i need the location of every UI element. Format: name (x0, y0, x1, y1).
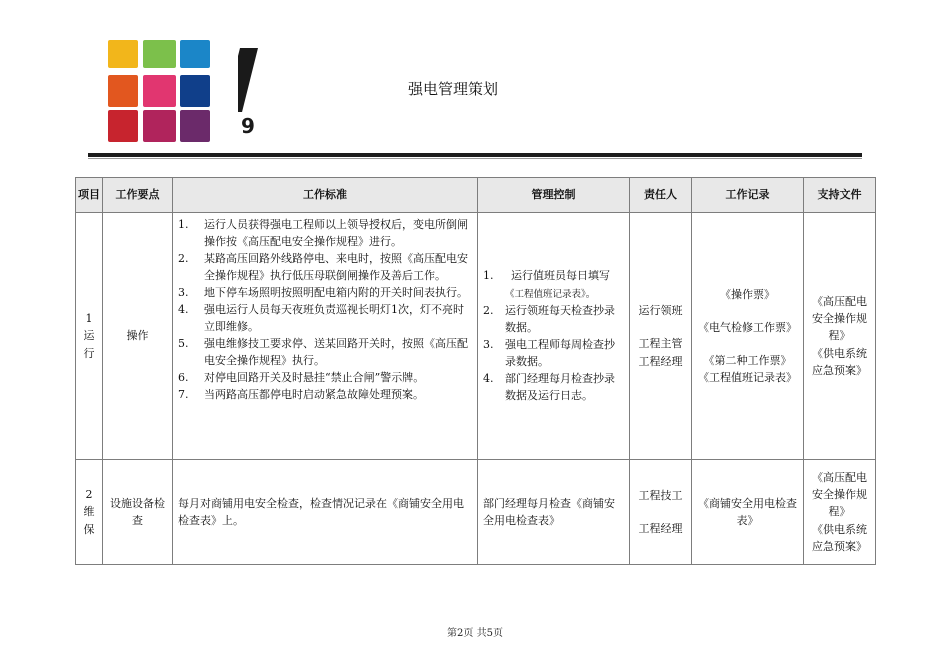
support-docs (804, 213, 876, 460)
list-item: 6. 对停电回路开关及时悬挂“禁止合闸”警示牌。 (178, 371, 425, 385)
list-item: 3. 强电工程师每周检查抄录数据。 (483, 338, 615, 369)
col-header-project: 项目 (76, 178, 103, 213)
table-row (76, 213, 876, 460)
project-number: 1 (85, 312, 93, 326)
responsible-line: 工程技工 (638, 488, 683, 502)
work-records: 《商铺安全用电检查表》 (692, 460, 804, 565)
project-label-2: 行 (83, 346, 95, 360)
record-item: 《操作票》 (720, 287, 775, 301)
project-cell (76, 460, 103, 565)
col-header-records: 工作记录 (692, 178, 804, 213)
work-point: 操作 (103, 213, 173, 460)
list-item: 7. 当两路高压都停电时启动紧急故障处理预案。 (178, 388, 424, 402)
management-table (75, 177, 876, 565)
responsible-line: 工程主管工程经理 (638, 337, 683, 368)
logo-tile (108, 110, 138, 142)
support-docs (804, 460, 876, 565)
logo-tile (143, 75, 176, 107)
header-rule (88, 153, 862, 157)
list-item: 2. 某路高压回路外线路停电、来电时，按照《高压配电安全操作规程》执行低压母联倒闸操作及善后工作。 (178, 252, 468, 283)
col-header-responsible: 责任人 (630, 178, 692, 213)
logo-glyph-shape (238, 48, 258, 112)
management-control (478, 213, 630, 460)
col-header-standard: 工作标准 (173, 178, 478, 213)
logo-tile (180, 40, 210, 68)
logo-wordmark-fragment (238, 48, 260, 148)
logo-tile (143, 110, 176, 142)
record-item: 《工程值班记录表》 (698, 371, 797, 385)
record-item: 《电气检修工作票》 (698, 320, 797, 334)
list-item: 1. 运行值班员每日填写 《工程值班记录表》。 (483, 269, 610, 300)
responsible-line: 工程经理 (638, 522, 683, 535)
project-label-2: 保 (83, 522, 95, 536)
project-cell (76, 213, 103, 460)
logo-tile (108, 75, 138, 107)
logo-tile (143, 40, 176, 68)
doc-item: 《供电系统应急预案》 (812, 522, 867, 553)
work-standard (173, 213, 478, 460)
col-header-control: 管理控制 (478, 178, 630, 213)
doc-item: 《高压配电安全操作规程》 (812, 471, 867, 519)
management-control: 部门经理每月检查《商铺安全用电检查表》 (478, 460, 630, 565)
page-footer: 第2页 共5页 (447, 628, 503, 639)
project-label-1: 维 (83, 505, 95, 519)
logo-tile (108, 40, 138, 68)
table-header-row (76, 178, 876, 213)
work-point: 设施设备检查 (103, 460, 173, 565)
responsible-line: 运行领班 (638, 304, 683, 318)
list-item: 4. 强电运行人员每天夜班负责巡视长明灯1次，灯不亮时立即维修。 (178, 303, 464, 334)
project-label-1: 运 (83, 329, 95, 343)
project-number: 2 (85, 488, 93, 502)
record-item: 《第二种工作票》 (703, 354, 792, 367)
list-item: 5. 强电维修技工要求停、送某回路开关时，按照《高压配电安全操作规程》执行。 (178, 337, 468, 368)
table-row (76, 460, 876, 565)
document-title: 强电管理策划 (408, 80, 499, 98)
col-header-docs: 支持文件 (804, 178, 876, 213)
header-rule-thin (88, 158, 862, 159)
logo-tile (180, 110, 210, 142)
responsible-person (630, 460, 692, 565)
list-item: 2. 运行领班每天检查抄录数据。 (483, 304, 615, 335)
control-list (483, 267, 624, 404)
responsible-person (630, 213, 692, 460)
work-standard: 每月对商铺用电安全检查，检查情况记录在《商铺安全用电检查表》上。 (173, 460, 478, 565)
doc-item: 《高压配电安全操作规程》 (812, 295, 867, 343)
standard-list (178, 216, 472, 404)
list-item: 3. 地下停车场照明按照明配电箱内附的开关时间表执行。 (178, 286, 468, 300)
list-item: 4. 部门经理每月检查抄录数据及运行日志。 (483, 372, 615, 403)
list-item: 1. 运行人员获得强电工程师以上领导授权后，变电所倒闸操作按《高压配电安全操作规程》进行。 (178, 218, 468, 249)
logo-tile (180, 75, 210, 107)
logo-glyph-text: 9 (241, 114, 255, 138)
company-logo (108, 40, 212, 142)
doc-item: 《供电系统应急预案》 (812, 346, 867, 377)
col-header-point: 工作要点 (103, 178, 173, 213)
work-records (692, 213, 804, 460)
